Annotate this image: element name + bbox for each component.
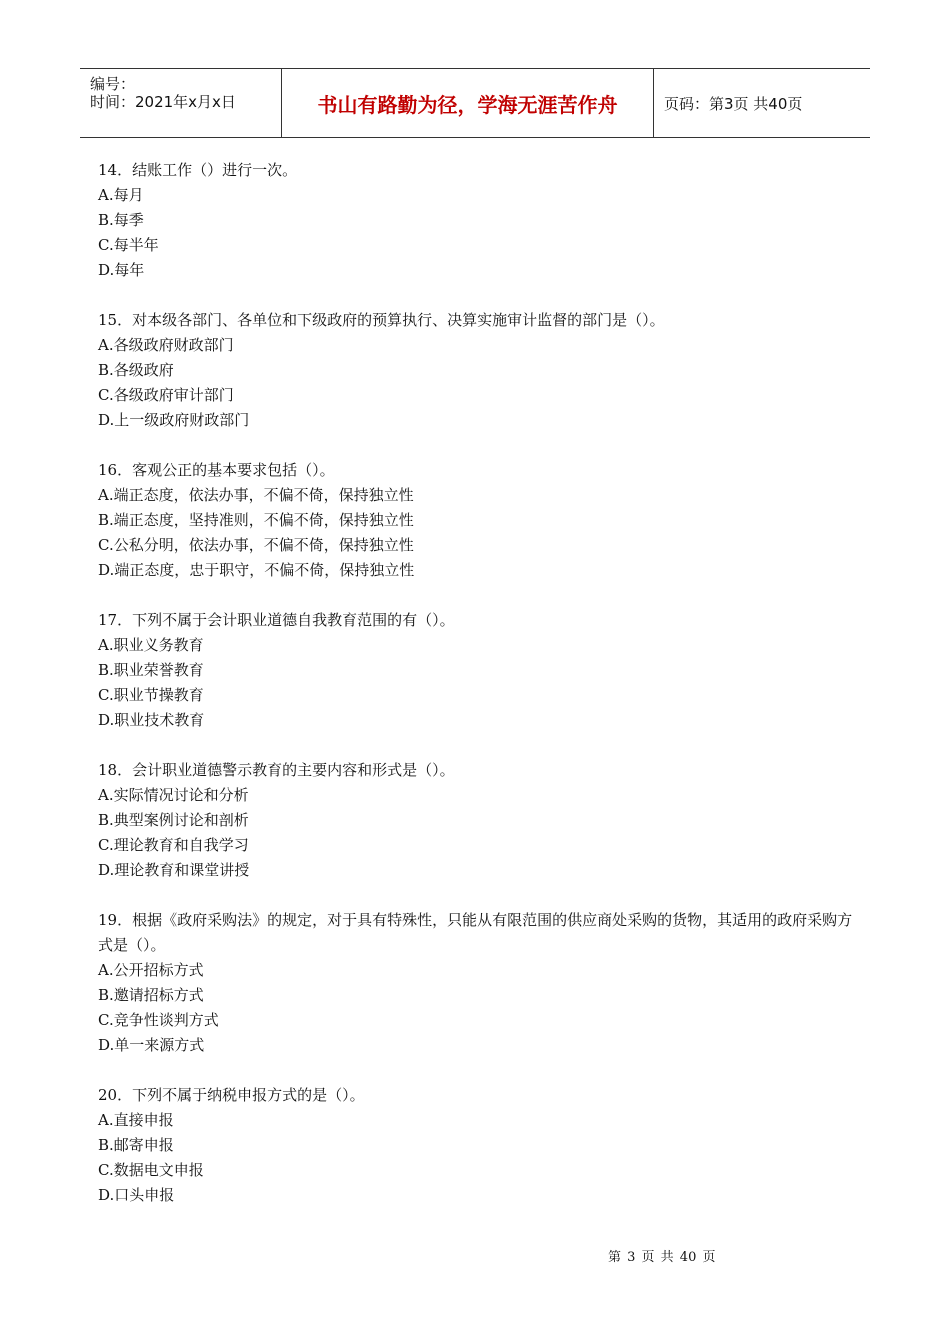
option-a: A.直接申报	[98, 1111, 174, 1129]
question-20	[98, 1083, 858, 1208]
option-c: C.各级政府审计部门	[98, 386, 234, 404]
question-18	[98, 758, 858, 883]
question-stem: 19．根据《政府采购法》的规定，对于具有特殊性，只能从有限范围的供应商处采购的货物，其适用的政府采购方式是（）。	[98, 911, 853, 954]
motto-banner: 书山有路勤为径，学海无涯苦作舟	[281, 69, 654, 137]
question-14	[98, 158, 858, 283]
option-d: D.端正态度，忠于职守，不偏不倚，保持独立性	[98, 561, 415, 579]
option-b: B.职业荣誉教育	[98, 661, 204, 679]
question-15	[98, 308, 858, 433]
question-stem: 18．会计职业道德警示教育的主要内容和形式是（）。	[98, 761, 455, 779]
question-stem: 15．对本级各部门、各单位和下级政府的预算执行、决算实施审计监督的部门是（）。	[98, 311, 665, 329]
header-meta	[80, 69, 281, 137]
option-a: A.各级政府财政部门	[98, 336, 234, 354]
question-17	[98, 608, 858, 733]
page-header	[80, 68, 870, 138]
option-a: A.职业义务教育	[98, 636, 204, 654]
question-stem: 20．下列不属于纳税申报方式的是（）。	[98, 1086, 365, 1104]
option-c: C.每半年	[98, 236, 159, 254]
page-counter: 页码：第3页 共40页	[664, 94, 803, 113]
option-b: B.邀请招标方式	[98, 986, 204, 1004]
question-19	[98, 908, 858, 1058]
option-d: D.上一级政府财政部门	[98, 411, 250, 429]
option-b: B.各级政府	[98, 361, 174, 379]
option-b: B.每季	[98, 211, 144, 229]
page-footer: 第 3 页 共 40 页	[608, 1250, 716, 1265]
option-a: A.实际情况讨论和分析	[98, 786, 249, 804]
option-d: D.理论教育和课堂讲授	[98, 861, 250, 879]
option-d: D.职业技术教育	[98, 711, 205, 729]
option-c: C.竞争性谈判方式	[98, 1011, 219, 1029]
option-b: B.典型案例讨论和剖析	[98, 811, 249, 829]
question-list	[98, 158, 858, 1233]
option-c: C.理论教育和自我学习	[98, 836, 249, 854]
option-d: D.每年	[98, 261, 145, 279]
option-d: D.单一来源方式	[98, 1036, 205, 1054]
serial-number-label: 编号：	[90, 75, 136, 93]
question-stem: 16．客观公正的基本要求包括（）。	[98, 461, 335, 479]
option-a: A.公开招标方式	[98, 961, 204, 979]
option-a: A.每月	[98, 186, 144, 204]
option-c: C.公私分明，依法办事，不偏不倚，保持独立性	[98, 536, 414, 554]
date-label: 时间：2021年x月x日	[90, 93, 236, 111]
question-16	[98, 458, 858, 583]
question-stem: 14．结账工作（）进行一次。	[98, 161, 298, 179]
option-c: C.数据电文申报	[98, 1161, 204, 1179]
option-b: B.端正态度，坚持准则，不偏不倚，保持独立性	[98, 511, 414, 529]
option-b: B.邮寄申报	[98, 1136, 174, 1154]
question-stem: 17．下列不属于会计职业道德自我教育范围的有（）。	[98, 611, 455, 629]
option-d: D.口头申报	[98, 1186, 175, 1204]
option-c: C.职业节操教育	[98, 686, 204, 704]
option-a: A.端正态度，依法办事，不偏不倚，保持独立性	[98, 486, 414, 504]
